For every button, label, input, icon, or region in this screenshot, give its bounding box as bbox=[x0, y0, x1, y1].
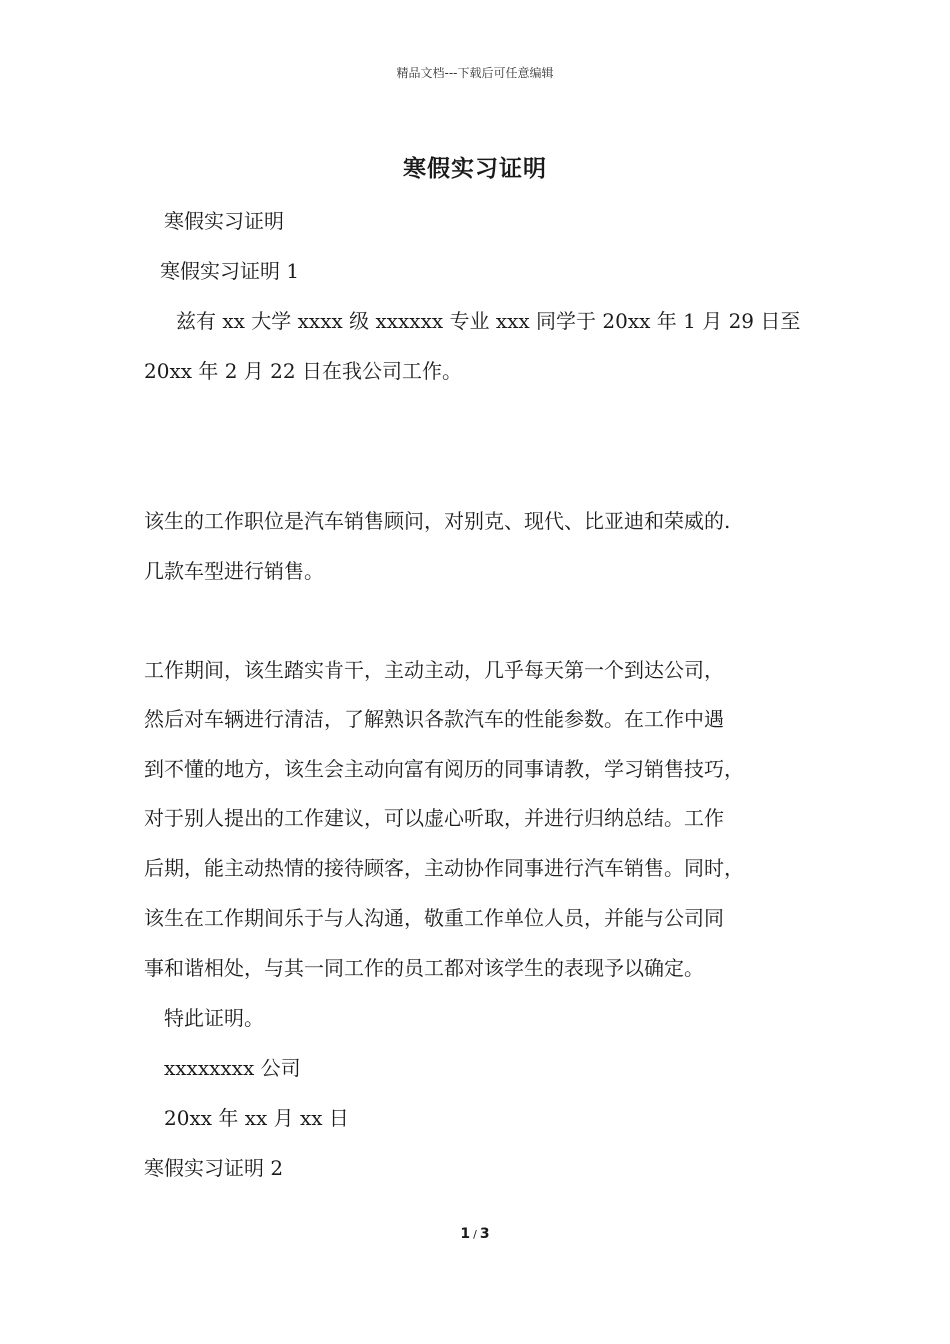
paragraph-1-line-2: 20xx 年 2 月 22 日在我公司工作。 bbox=[144, 359, 462, 383]
issue-date: 20xx 年 xx 月 xx 日 bbox=[164, 1106, 349, 1130]
paragraph-3-line-3: 到不懂的地方，该生会主动向富有阅历的同事请教，学习销售技巧， bbox=[144, 757, 744, 781]
closing-statement: 特此证明。 bbox=[164, 1006, 264, 1030]
page-separator: / bbox=[473, 1228, 477, 1241]
paragraph-1-line-1: 兹有 xx 大学 xxxx 级 xxxxxx 专业 xxx 同学于 20xx 年 1 月 29 日至 bbox=[176, 309, 801, 333]
company-name: xxxxxxxx 公司 bbox=[164, 1056, 301, 1080]
page-current: 1 bbox=[460, 1226, 471, 1242]
paragraph-3-line-4: 对于别人提出的工作建议，可以虚心听取，并进行归纳总结。工作 bbox=[144, 806, 724, 830]
document-title: 寒假实习证明 bbox=[403, 155, 547, 182]
paragraph-3-line-2: 然后对车辆进行清洁，了解熟识各款汽车的性能参数。在工作中遇 bbox=[144, 707, 724, 731]
paragraph-3-line-5: 后期，能主动热情的接待顾客，主动协作同事进行汽车销售。同时， bbox=[144, 856, 744, 880]
paragraph-3-line-1: 工作期间，该生踏实肯干，主动主动，几乎每天第一个到达公司， bbox=[144, 658, 724, 682]
page-total: 3 bbox=[479, 1226, 490, 1242]
page-header: 精品文档---下载后可任意编辑 bbox=[396, 66, 554, 80]
section-heading-2: 寒假实习证明 2 bbox=[144, 1156, 284, 1180]
paragraph-3-line-6: 该生在工作期间乐于与人沟通，敬重工作单位人员，并能与公司同 bbox=[144, 906, 724, 930]
paragraph-3-line-7: 事和谐相处，与其一同工作的员工都对该学生的表现予以确定。 bbox=[144, 956, 704, 980]
paragraph-2-line-1: 该生的工作职位是汽车销售顾问，对别克、现代、比亚迪和荣威的. bbox=[144, 509, 731, 533]
subtitle-line: 寒假实习证明 bbox=[164, 209, 284, 233]
section-heading-1: 寒假实习证明 1 bbox=[160, 259, 300, 283]
page-number bbox=[0, 1226, 950, 1242]
paragraph-2-line-2: 几款车型进行销售。 bbox=[144, 559, 324, 583]
